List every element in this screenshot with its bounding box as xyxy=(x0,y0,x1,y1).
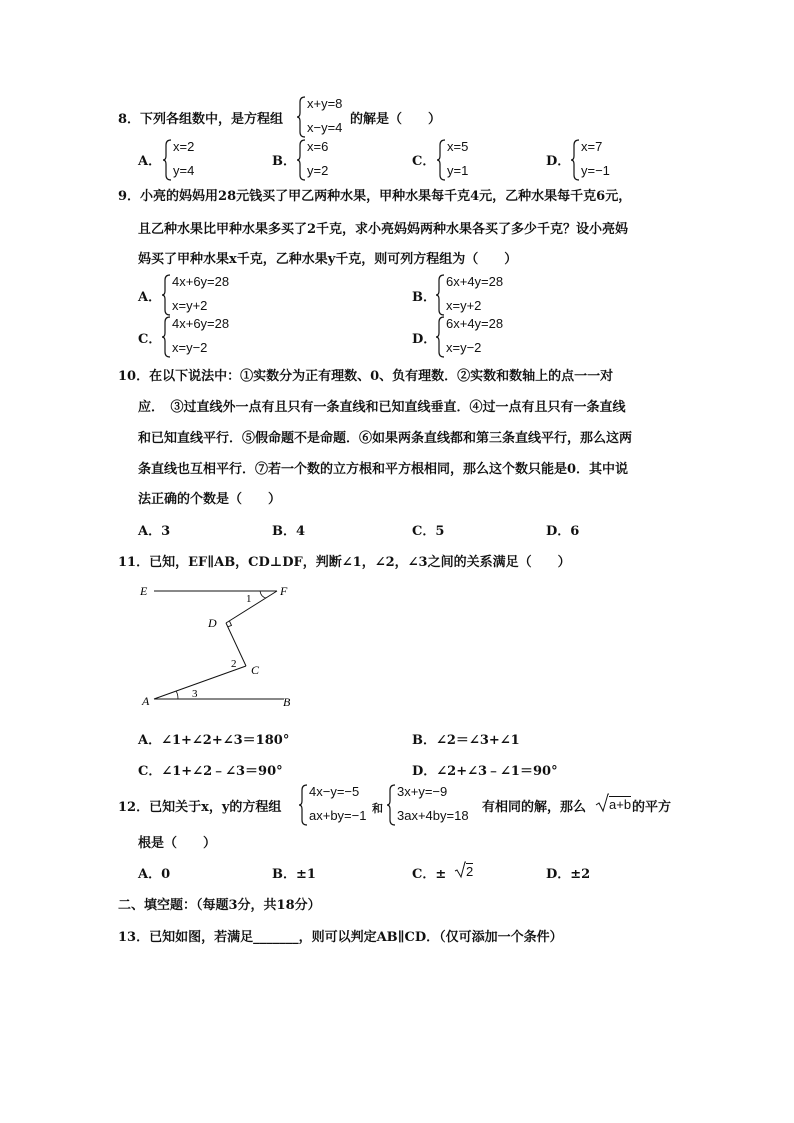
q9-line2: 且乙种水果比甲种水果多买了2千克，求小亮妈妈两种水果各买了多少千克？设小亮妈 xyxy=(138,222,629,237)
q11-option-b: B．∠2＝∠3+∠1 xyxy=(412,733,520,748)
q10-option-b: B．4 xyxy=(272,524,306,539)
angle-1-arc xyxy=(260,591,266,598)
brace-icon xyxy=(299,784,309,826)
q12-option-d: D．±2 xyxy=(546,867,591,882)
q8-tail: 的解是（ ） xyxy=(350,112,442,127)
q10-line5: 法正确的个数是（ ） xyxy=(138,492,282,507)
q12-b-eq1: 3x+y=−9 xyxy=(397,784,448,799)
q9-option-c xyxy=(162,316,252,358)
q8-option-b xyxy=(297,139,357,181)
q12-and: 和 xyxy=(372,802,383,815)
q10-option-d: D．6 xyxy=(546,524,580,539)
q11-option-c: C．∠1+∠2﹣∠3＝90° xyxy=(138,764,283,779)
label-d: D xyxy=(208,616,217,630)
q9-d-line2: x=y−2 xyxy=(446,340,482,355)
q9-b-line2: x=y+2 xyxy=(446,298,482,313)
label-a: A xyxy=(142,694,150,708)
q8-option-a-label: A． xyxy=(138,154,162,169)
q12-option-c: C．± xyxy=(412,867,447,882)
q9-line1: 9．小亮的妈妈用28元钱买了甲乙两种水果，甲种水果每千克4元，乙种水果每千克6元， xyxy=(118,189,632,204)
q9-a-line1: 4x+6y=28 xyxy=(172,274,230,289)
q8-d-line2: y=−1 xyxy=(581,163,610,178)
brace-icon xyxy=(387,784,397,826)
brace-icon xyxy=(163,139,173,181)
q9-option-b-label: B． xyxy=(412,290,436,305)
sqrt-icon xyxy=(454,861,466,879)
q12-system-b xyxy=(387,784,483,826)
label-c: C xyxy=(251,663,260,677)
q12-option-c-radicand: 2 xyxy=(466,864,474,879)
q8-option-d-label: D． xyxy=(546,154,571,169)
brace-icon xyxy=(436,274,446,316)
section-2-heading: 二、填空题：（每题3分，共18分） xyxy=(118,898,321,913)
q9-option-b xyxy=(436,274,526,316)
q8-a-line1: x=2 xyxy=(173,139,195,154)
brace-icon xyxy=(162,316,172,358)
q10-line3: 和已知直线平行．⑤假命题不是命题．⑥如果两条直线都和第三条直线平行，那么这两 xyxy=(138,431,633,446)
q8-option-c-label: C． xyxy=(412,154,436,169)
q12-stem-end: 的平方 xyxy=(632,800,672,815)
label-angle-2: 2 xyxy=(231,658,237,670)
label-angle-3: 3 xyxy=(192,688,198,700)
q9-b-line1: 6x+4y=28 xyxy=(446,274,504,289)
q12-radicand: a+b xyxy=(609,797,632,812)
q11-option-a: A．∠1+∠2+∠3＝180° xyxy=(138,733,290,748)
q12-stem-start: 12．已知关于x，y的方程组 xyxy=(118,800,282,815)
q12-system-a xyxy=(299,784,373,826)
q10-line2: 应． ③过直线外一点有且只有一条直线和已知直线垂直．④过一点有且只有一条直线 xyxy=(138,400,626,415)
q12-b-eq2: 3ax+4by=18 xyxy=(397,808,469,823)
brace-icon xyxy=(437,139,447,181)
q9-option-d-label: D． xyxy=(412,332,437,347)
q8-option-c xyxy=(437,139,497,181)
q8-option-a xyxy=(163,139,223,181)
q8-b-line2: y=2 xyxy=(307,163,329,178)
q11-option-d: D．∠2+∠3﹣∠1＝90° xyxy=(412,764,558,779)
q10-option-c: C．5 xyxy=(412,524,445,539)
q9-line3: 妈买了甲种水果x千克，乙种水果y千克，则可列方程组为（ ） xyxy=(138,252,518,267)
brace-icon xyxy=(297,139,307,181)
q9-option-d xyxy=(436,316,526,358)
sqrt-icon xyxy=(595,793,609,813)
q8-a-line2: y=4 xyxy=(173,163,195,178)
q8-eq2: x−y=4 xyxy=(307,120,343,135)
label-f: F xyxy=(280,584,288,598)
q8-option-d xyxy=(571,139,631,181)
label-b: B xyxy=(283,695,291,708)
q9-a-line2: x=y+2 xyxy=(172,298,208,313)
line-fd xyxy=(226,591,277,623)
q8-stem: 8．下列各组数中，是方程组 xyxy=(118,112,284,127)
q12-option-b: B．±1 xyxy=(272,867,316,882)
q10-line1: 10．在以下说法中：①实数分为正有理数、0、负有理数．②实数和数轴上的点一一对 xyxy=(118,369,614,384)
brace-icon xyxy=(162,274,172,316)
label-e: E xyxy=(140,584,148,598)
q12-option-a: A．0 xyxy=(138,867,171,882)
q8-option-b-label: B． xyxy=(272,154,296,169)
q12-a-eq2: ax+by=−1 xyxy=(309,808,367,823)
q8-c-line1: x=5 xyxy=(447,139,469,154)
q8-b-line1: x=6 xyxy=(307,139,329,154)
q9-d-line1: 6x+4y=28 xyxy=(446,316,504,331)
q8-c-line2: y=1 xyxy=(447,163,469,178)
q12-stem-mid: 有相同的解，那么 xyxy=(482,800,587,815)
q11-geometry-figure xyxy=(130,578,310,708)
line-ca xyxy=(154,666,246,699)
q9-c-line2: x=y−2 xyxy=(172,340,208,355)
q11-stem: 11．已知，EF∥AB，CD⊥DF，判断∠1，∠2，∠3之间的关系满足（ ） xyxy=(118,555,571,570)
brace-icon xyxy=(297,96,307,138)
label-angle-1: 1 xyxy=(246,593,252,605)
q8-eq1: x+y=8 xyxy=(307,96,343,111)
q9-option-a xyxy=(162,274,252,316)
angle-3-arc xyxy=(176,691,178,699)
q13-text: 13．已知如图，若满足_______，则可以判定AB∥CD．（仅可添加一个条件） xyxy=(118,930,563,945)
q9-option-a-label: A． xyxy=(138,290,162,305)
brace-icon xyxy=(571,139,581,181)
q8-equation-system xyxy=(297,96,357,138)
q12-line2: 根是（ ） xyxy=(138,836,217,851)
q9-c-line1: 4x+6y=28 xyxy=(172,316,230,331)
brace-icon xyxy=(436,316,446,358)
q8-d-line1: x=7 xyxy=(581,139,603,154)
q10-line4: 条直线也互相平行．⑦若一个数的立方根和平方根相同，那么这个数只能是0．其中说 xyxy=(138,462,629,477)
q12-a-eq1: 4x−y=−5 xyxy=(309,784,360,799)
q10-option-a: A．3 xyxy=(138,524,171,539)
q9-option-c-label: C． xyxy=(138,332,162,347)
